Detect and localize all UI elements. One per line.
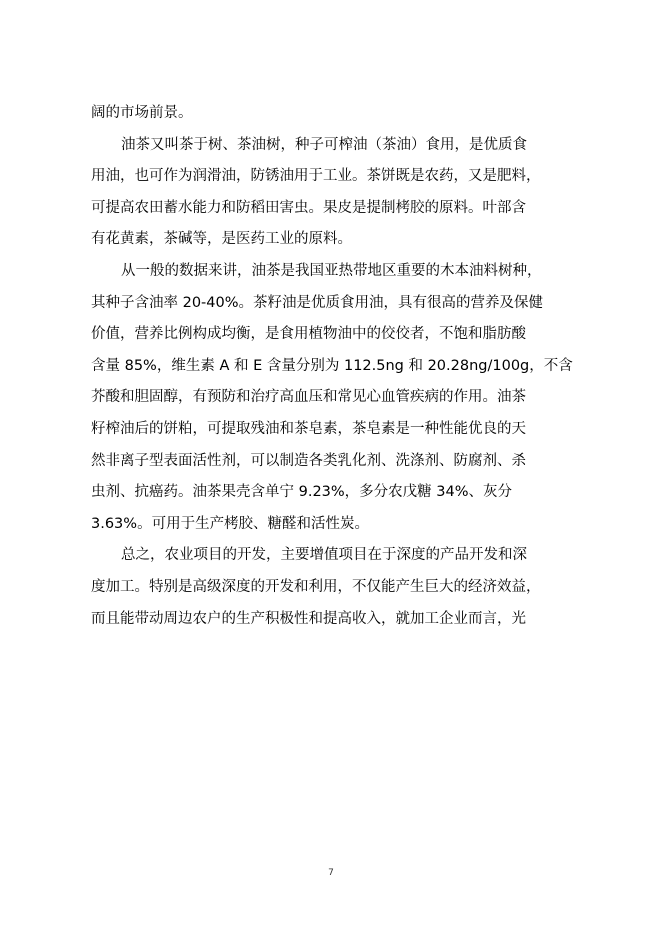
text-line-4: 可提高农田蓄水能力和防稻田害虫。果皮是提制栲胶的原料。叶部含 [91, 199, 526, 216]
text-line-8: 价值，营养比例构成均衡，是食用植物油中的佼佼者，不饱和脂肪酸 [91, 326, 526, 343]
text-line-1: 阔的市场前景。 [91, 105, 193, 121]
text-line-16: 度加工。特别是高级深度的开发和利用，不仅能产生巨大的经济效益， [91, 578, 541, 595]
text-line-9: 含量 85%，维生素 A 和 E 含量分别为 112.5ng 和 20.28ng/100g，不含 [91, 357, 573, 374]
text-line-10: 芥酸和胆固醇，有预防和治疗高血压和常见心血管疾病的作用。油茶 [91, 389, 526, 406]
text-line-6: 从一般的数据来讲，油茶是我国亚热带地区重要的木本油料树种， [121, 262, 542, 279]
text-line-14: 3.63%。可用于生产栲胶、糖醛和活性炭。 [91, 515, 370, 532]
text-line-3: 用油，也可作为润滑油，防锈油用于工业。茶饼既是农药，又是肥料， [91, 168, 541, 185]
text-line-5: 有花黄素，茶碱等，是医药工业的原料。 [91, 231, 352, 248]
text-line-15: 总之，农业项目的开发，主要增值项目在于深度的产品开发和深 [121, 547, 527, 564]
text-line-17: 而且能带动周边农户的生产积极性和提高收入，就加工企业而言，光 [91, 610, 526, 627]
body-text [91, 98, 573, 635]
text-line-11: 籽榨油后的饼粕，可提取残油和茶皂素，茶皂素是一种性能优良的天 [91, 420, 526, 437]
text-line-12: 然非离子型表面活性剂，可以制造各类乳化剂、洗涤剂、防腐剂、杀 [91, 452, 526, 469]
text-line-13: 虫剂、抗癌药。油茶果壳含单宁 9.23%，多分农戊糖 34%、灰分 [91, 484, 513, 501]
page-number: 7 [328, 868, 334, 878]
text-line-2: 油茶又叫茶于树、茶油树，种子可榨油（茶油）食用，是优质食 [121, 136, 527, 153]
text-line-7: 其种子含油率 20-40%。茶籽油是优质食用油，具有很高的营养及保健 [91, 294, 544, 311]
